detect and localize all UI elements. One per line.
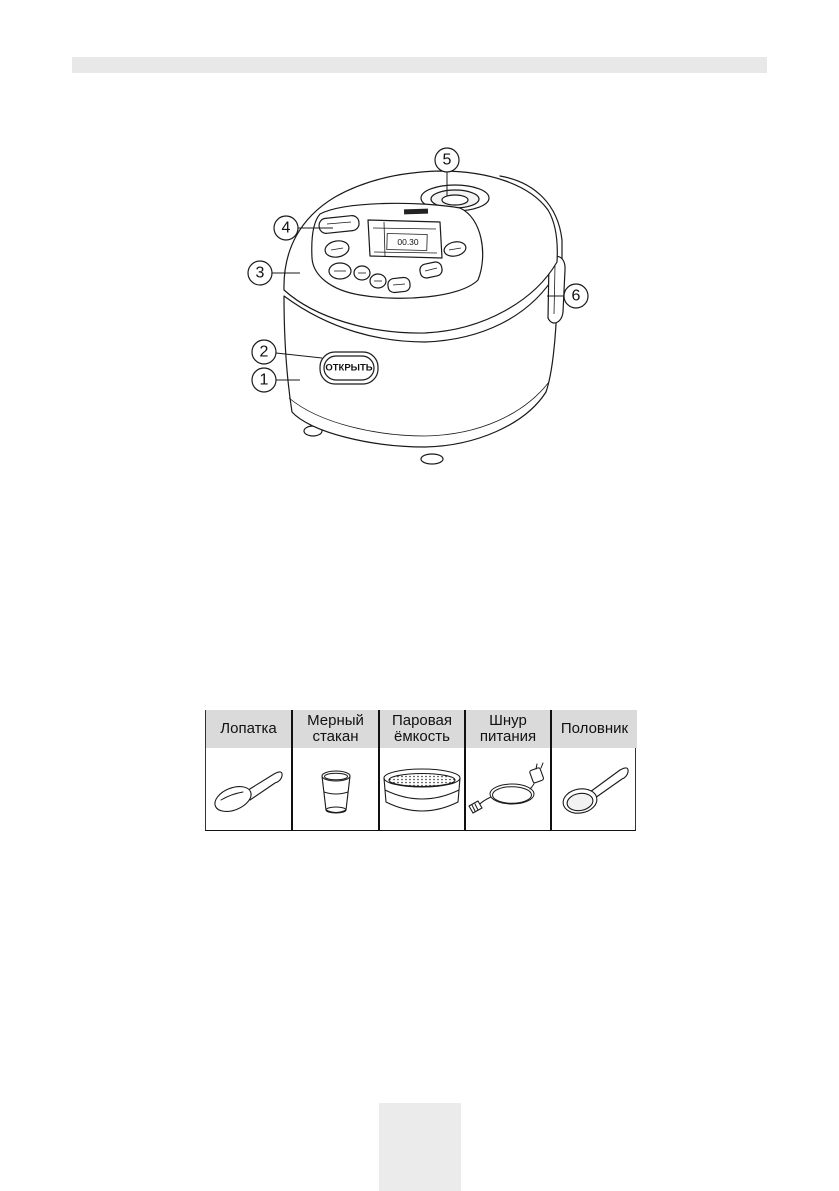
cord-connector	[469, 801, 482, 813]
steamer-basket-icon	[380, 754, 464, 824]
foot-front	[421, 454, 443, 464]
callout-number: 2	[259, 343, 269, 361]
lid-open-button[interactable]	[320, 352, 378, 384]
ladle-icon	[555, 754, 635, 824]
accessory-image-cell	[380, 748, 464, 830]
accessory-label	[293, 710, 378, 748]
brand-logo-icon	[404, 209, 428, 215]
accessory-column-power-cord	[464, 710, 550, 830]
accessory-image-cell	[206, 748, 291, 830]
page-number-tab	[379, 1103, 461, 1191]
accessory-image-cell	[466, 748, 550, 830]
accessory-label	[552, 710, 637, 748]
measuring-cup-icon	[296, 754, 376, 824]
accessory-column-steamer	[378, 710, 464, 830]
accessory-image-cell	[293, 748, 378, 830]
header-bar	[72, 57, 767, 73]
accessory-label-line: питания	[479, 728, 537, 745]
open-button-label: ОТКРЫТЬ	[325, 362, 373, 374]
callout-number: 5	[442, 151, 452, 169]
callout-number: 4	[281, 219, 291, 237]
accessory-label-line: стакан	[312, 728, 359, 745]
spatula-icon	[209, 754, 289, 824]
valve-cap	[442, 195, 468, 205]
accessories-table	[205, 710, 636, 831]
accessory-label-line: Половник	[560, 720, 629, 737]
callout-number: 6	[571, 287, 581, 305]
accessory-label-line: ёмкость	[394, 728, 450, 745]
accessory-column-spatula	[206, 710, 291, 830]
accessory-image-cell	[552, 748, 637, 830]
accessory-label-line: Мерный	[307, 712, 364, 729]
cord-coil-inner	[493, 787, 532, 804]
accessory-label	[380, 710, 464, 748]
panel-button[interactable]	[387, 277, 410, 293]
basket-floor	[389, 774, 455, 787]
accessory-label-line: Шнур	[489, 712, 527, 729]
accessory-column-measuring-cup	[291, 710, 378, 830]
accessory-label	[206, 710, 291, 748]
multicooker-figure	[230, 140, 610, 475]
callout-number: 1	[259, 371, 269, 389]
accessory-label	[466, 710, 550, 748]
accessory-label-line: Лопатка	[220, 720, 277, 737]
callout-number: 3	[255, 264, 265, 282]
accessory-column-ladle	[550, 710, 637, 830]
power-cord-icon	[466, 754, 550, 824]
ladle-handle	[590, 768, 628, 798]
spatula-blade	[211, 782, 254, 817]
display-time: 00.30	[397, 237, 419, 247]
accessory-label-line: Паровая	[391, 712, 453, 729]
control-panel	[312, 203, 483, 298]
cord-plug	[529, 767, 544, 783]
